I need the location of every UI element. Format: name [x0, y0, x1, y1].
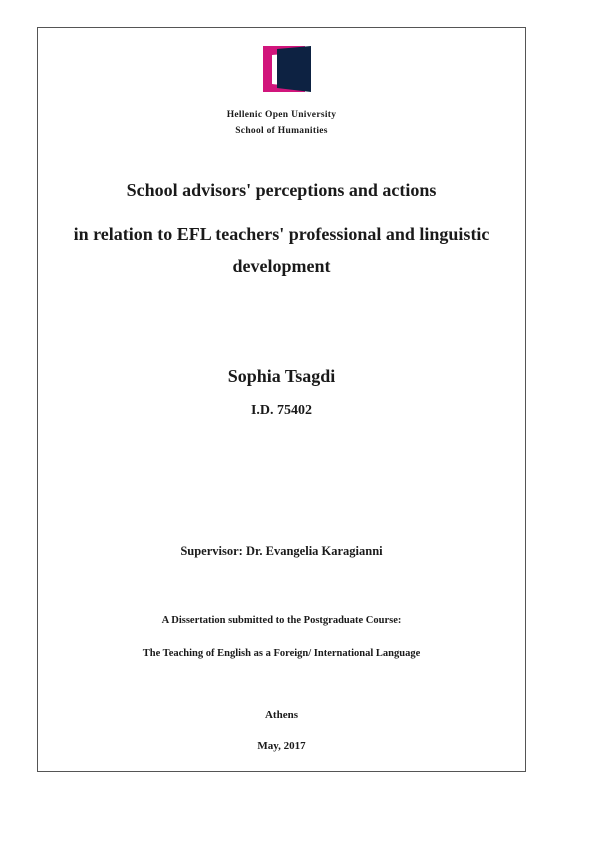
date: May, 2017: [257, 740, 306, 752]
dissertation-statement: A Dissertation submitted to the Postgraduate Course:: [161, 615, 402, 626]
student-id: I.D. 75402: [250, 403, 313, 418]
title-line-3: development: [232, 256, 331, 276]
title-line-2: in relation to EFL teachers' professional and linguistic: [73, 224, 490, 244]
logo-navy-block: [277, 46, 311, 92]
course-name: The Teaching of English as a Foreign/ International Language: [142, 648, 421, 659]
title-line-1: School advisors' perceptions and actions: [126, 180, 437, 200]
author-name: Sophia Tsagdi: [227, 366, 336, 386]
university-logo-icon: [263, 46, 313, 92]
supervisor: Supervisor: Dr. Evangelia Karagianni: [180, 544, 383, 558]
page-border: [37, 27, 526, 772]
university-name: Hellenic Open University: [226, 110, 337, 120]
city: Athens: [264, 709, 298, 721]
school-name: School of Humanities: [235, 126, 328, 136]
